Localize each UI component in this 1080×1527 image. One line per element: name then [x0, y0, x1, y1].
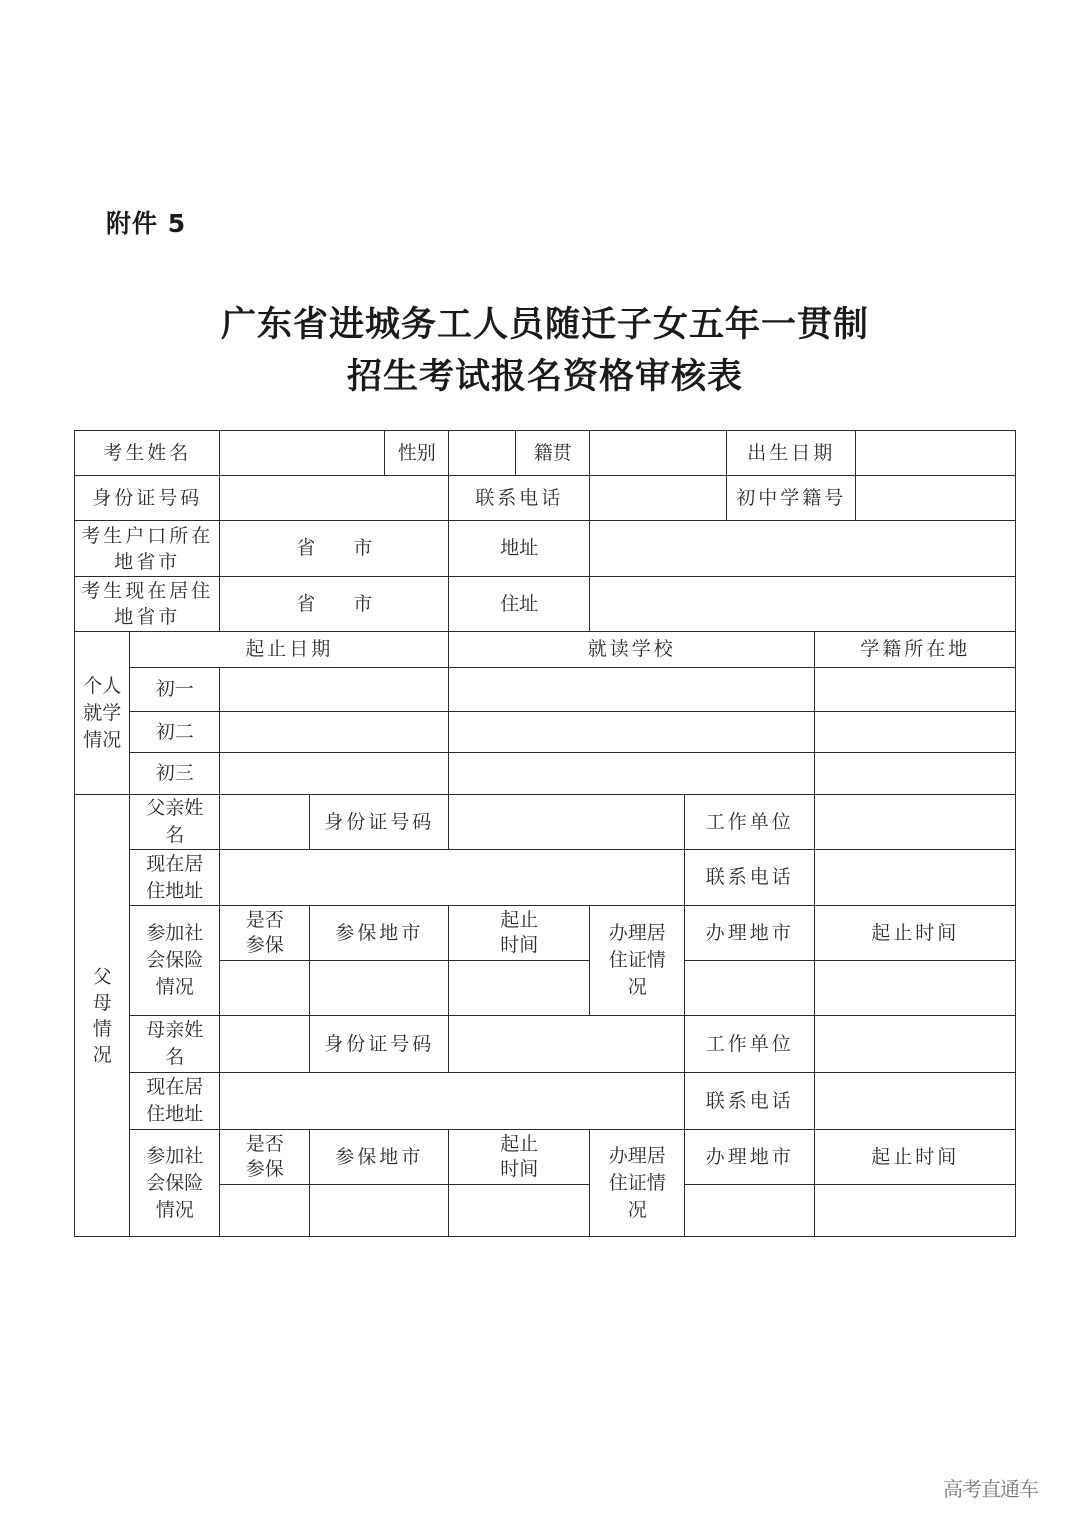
mother-id-input[interactable]: [448, 1015, 685, 1073]
grade-3-school-input[interactable]: [448, 752, 815, 795]
household-address-label: 地址: [448, 520, 590, 577]
father-permit-city-input[interactable]: [684, 960, 815, 1016]
grade-1-label: 初一: [129, 667, 220, 712]
student-number-input[interactable]: [855, 475, 1016, 521]
gender-input[interactable]: [448, 430, 516, 476]
grade-2-period-input[interactable]: [219, 711, 449, 753]
father-work-label: 工作单位: [684, 794, 815, 850]
education-header-school: 就读学校: [448, 631, 815, 668]
student-number-label: 初中学籍号: [726, 475, 856, 521]
grade-2-label: 初二: [129, 711, 220, 753]
father-permit-label: 办理居住证情况: [589, 905, 685, 1016]
father-permit-period-label: 起止时间: [814, 905, 1016, 961]
mother-phone-input[interactable]: [814, 1072, 1016, 1130]
mother-address-input[interactable]: [219, 1072, 685, 1130]
mother-work-input[interactable]: [814, 1015, 1016, 1073]
father-id-input[interactable]: [448, 794, 685, 850]
father-insurance-label: 参加社会保险情况: [129, 905, 220, 1016]
birth-date-input[interactable]: [855, 430, 1016, 476]
mother-id-label: 身份证号码: [309, 1015, 449, 1073]
id-number-label: 身份证号码: [74, 475, 220, 521]
father-address-label: 现在居住地址: [129, 849, 220, 906]
residence-location-label: 考生现在居住地省市: [74, 576, 220, 632]
grade-1-school-input[interactable]: [448, 667, 815, 712]
mother-insured-label: 是否参保: [219, 1129, 310, 1185]
mother-permit-city-label: 办理地市: [684, 1129, 815, 1185]
parents-section-label: 父母情况: [74, 794, 130, 1237]
grade-2-registry-input[interactable]: [814, 711, 1016, 753]
grade-3-registry-input[interactable]: [814, 752, 1016, 795]
mother-permit-period-input[interactable]: [814, 1184, 1016, 1237]
mother-insured-city-input[interactable]: [309, 1184, 449, 1237]
father-insured-input[interactable]: [219, 960, 310, 1016]
grade-1-period-input[interactable]: [219, 667, 449, 712]
father-phone-input[interactable]: [814, 849, 1016, 906]
household-address-input[interactable]: [589, 520, 1016, 577]
mother-permit-period-label: 起止时间: [814, 1129, 1016, 1185]
father-name-input[interactable]: [219, 794, 310, 850]
grade-3-period-input[interactable]: [219, 752, 449, 795]
father-permit-period-input[interactable]: [814, 960, 1016, 1016]
gender-label: 性别: [384, 430, 449, 476]
mother-name-input[interactable]: [219, 1015, 310, 1073]
household-location-label: 考生户口所在地省市: [74, 520, 220, 577]
grade-1-registry-input[interactable]: [814, 667, 1016, 712]
residence-address-label: 住址: [448, 576, 590, 632]
name-input[interactable]: [219, 430, 385, 476]
father-id-label: 身份证号码: [309, 794, 449, 850]
father-work-input[interactable]: [814, 794, 1016, 850]
education-section-label: 个人就学情况: [74, 631, 130, 795]
mother-permit-city-input[interactable]: [684, 1184, 815, 1237]
watermark: 高考直通车: [943, 1477, 1038, 1501]
father-insured-period-input[interactable]: [448, 960, 590, 1016]
native-place-label: 籍贯: [515, 430, 590, 476]
education-header-period: 起止日期: [129, 631, 449, 668]
id-number-input[interactable]: [219, 475, 449, 521]
name-label: 考生姓名: [74, 430, 220, 476]
household-province-city-input[interactable]: 省 市: [219, 520, 449, 577]
phone-label: 联系电话: [448, 475, 590, 521]
father-phone-label: 联系电话: [684, 849, 815, 906]
mother-insured-input[interactable]: [219, 1184, 310, 1237]
father-insured-period-label: 起止时间: [448, 905, 590, 961]
education-header-registry: 学籍所在地: [814, 631, 1016, 668]
father-address-input[interactable]: [219, 849, 685, 906]
mother-name-label: 母亲姓名: [129, 1015, 220, 1073]
form-title-line2: 招生考试报名资格审核表: [346, 356, 743, 397]
mother-insured-city-label: 参保地市: [309, 1129, 449, 1185]
native-place-input[interactable]: [589, 430, 727, 476]
mother-phone-label: 联系电话: [684, 1072, 815, 1130]
phone-input[interactable]: [589, 475, 727, 521]
father-permit-city-label: 办理地市: [684, 905, 815, 961]
mother-address-label: 现在居住地址: [129, 1072, 220, 1130]
mother-work-label: 工作单位: [684, 1015, 815, 1073]
father-name-label: 父亲姓名: [129, 794, 220, 850]
mother-insured-period-input[interactable]: [448, 1184, 590, 1237]
birth-date-label: 出生日期: [726, 430, 856, 476]
mother-insurance-label: 参加社会保险情况: [129, 1129, 220, 1237]
father-insured-city-label: 参保地市: [309, 905, 449, 961]
form-title-line1: 广东省进城务工人员随迁子女五年一贯制: [220, 304, 869, 345]
mother-permit-label: 办理居住证情况: [589, 1129, 685, 1237]
grade-2-school-input[interactable]: [448, 711, 815, 753]
grade-3-label: 初三: [129, 752, 220, 795]
father-insured-label: 是否参保: [219, 905, 310, 961]
father-insured-city-input[interactable]: [309, 960, 449, 1016]
residence-address-input[interactable]: [589, 576, 1016, 632]
mother-insured-period-label: 起止时间: [448, 1129, 590, 1185]
residence-province-city-input[interactable]: 省 市: [219, 576, 449, 632]
attachment-label: 附件 5: [106, 209, 187, 238]
